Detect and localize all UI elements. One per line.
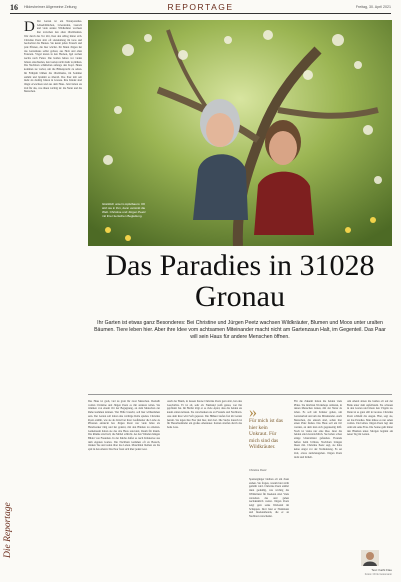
column-6-text: Am Abend sitzen die beiden oft auf der Bank unter dem Apfelbaum. Sie schauen in den Garten und hören den Vögeln zu. Dann ist es ganz still in Gronau. Christine Peetz schließt die Augen. Hier, sagt sie, sei das Paradies. Man müsse es nur sehen wollen. Und teilen. Jürgen Peetz legt den Arm um seine Frau. Die Sonne geht hinter den Bäumen unter. Morgen beginnt ein neuer Tag im Garten. — [347, 400, 393, 437]
column-4-text: Spaziergänger bleiben oft am Zaun stehen. Sie fragen, warum hier nicht gemäht wird. Christine Peetz erklärt dann geduldig, wie wichtig die Wildkräuter für Insekten sind. Viele verstehen das und gehen nachdenklich weiter. Jürgen Peetz zeigt gern seine Werkstatt im Schuppen. Dort baut er Nistkästen und Insektenhotels, die er an Nachbarn verschenkt. — [249, 478, 289, 519]
article-column-5 — [294, 400, 342, 578]
section-side-label: Die Reportage — [3, 502, 13, 558]
lead-paragraph: Ihr Garten ist etwas ganz Besonderes: Bei Christine und Jürgen Peetz wachsen Wildkräuter, Blumen und Moos unter uralten Bäumen. Tiere leben hier. Aber ihre Idee vom achtsamen Miteinander macht nicht am Gartenzaun Halt, im Gegenteil. Das Paar will sein Haus für andere Menschen öffnen. — [94, 320, 386, 340]
section-title: REPORTAGE — [167, 2, 234, 12]
photo-caption-text: Glücklich unterm Apfelbaum: Oft sitzt sie in ihm, dann versinkt die Welt. Christine und Jürgen Peetz mit ihrer tierischen Begleitung. — [102, 202, 146, 218]
article-column-3 — [167, 400, 242, 578]
headline: Das Paradies in 31028 Gronau — [105, 249, 375, 313]
photo-credit: Fotos: Chris Gossmann — [364, 573, 392, 576]
author-avatar — [361, 550, 379, 566]
quote-mark-icon: » — [249, 404, 257, 421]
article-column-2 — [88, 400, 160, 578]
issue-date: Freitag, 30. April 2021 — [355, 5, 391, 9]
column-1-text: Der Garten ist ein Naturparadies. Gänseblümchen, Löwenzahn, Giersch und viele andere Wildkräuter wachsen hier zwischen den alten Obstbäumen. Wer durch das Tor tritt, lässt den Alltag hinter sich. Christine Peetz sitzt oft stundenlang im Gras und beobachtet die Bienen. Sie kennt jeden Strauch und jede Pflanze, die hier wächst. Ihr Mann Jürgen hat das Gartenhaus selbst gebaut, aus Holz und alten Fenstern. Vögel nisten in den Hecken, Igel suchen nachts nach Futter. Die beiden haben vor vielen Jahren entschieden, den Garten nicht mehr zu mähen. Die Nachbarn schüttelten anfangs den Kopf. Heute kommen sie vorbei, um die Blütenpracht zu sehen. Im Frühjahr blühen die Obstbäume, im Sommer summt und brummt es überall. Das Paar lebt seit mehr als dreißig Jahren in Gronau. Ihre Kinder sind längst erwachsen und aus dem Haus. Jetzt haben sie Zeit für das, was ihnen wichtig ist: die Natur und die Menschen. — [24, 20, 82, 94]
newspaper-name: Hildesheimer Allgemeine Zeitung — [24, 5, 77, 9]
column-5-text: Für die Zukunft haben die beiden viele Pläne. Sie möchten Workshops anbieten, in denen Menschen lernen, mit der Natur zu leben. Es soll um Kräuter gehen, um Gartenarbeit und um das Miteinander. Auch Menschen, die einsam sind, sollen hier einen Platz finden. Das Haus soll ein Ort werden, an dem man sich gegenseitig hilft. Noch ist vieles nur eine Idee. Aber die beiden sind zuversichtlich. Sie haben schon einige Unterstützer gefunden. Freunde helfen beim Umbau, Nachbarn bringen Ideen mit. Christine Peetz sagt, sie habe keine Angst vor der Veränderung. Es sei Zeit, etwas zurückzugeben. Jürgen Peetz nickt und lächelt. — [294, 400, 342, 459]
lead-divider — [88, 394, 392, 395]
column-2-text: Das Haus ist groß, viel zu groß für zwei Menschen. Deshalb wollen Christine und Jürgen Peetz es mit anderen teilen. Sie träumen von einem Ort der Begegnung, an dem Menschen zur Ruhe kommen können. Wer Hilfe braucht, soll hier willkommen sein. Der Garten soll dabei eine wichtige Rolle spielen. Christine Peetz erzählt, wie sie als Kind bei ihrer Großmutter die Liebe zu Pflanzen entdeckt hat. Jürgen Peetz war viele Jahre als Handwerker tätig und hat gelernt, mit den Händen zu arbeiten. Gemeinsam haben sie das alte Haus renoviert, Raum für Raum. Die Räume sind hell, die Möbel schlicht. An den Wänden hängen Bilder von Freunden. In der Küche duftet es nach Kräutertee aus dem eigenen Garten. Die Nachbarn kommen oft zu Besuch, trinken Tee und reden über das Leben. Manchmal bleiben sie bis spät in den Abend. Das Paar freut sich über jeden Gast. — [88, 400, 160, 452]
header-rule — [10, 13, 391, 14]
pull-quote: Für mich ist das hier kein Unkraut. Für mich sind das Wildkräuter. — [249, 418, 283, 451]
photo-caption — [102, 203, 150, 231]
article-column-1 — [24, 20, 82, 550]
author-name: Text: Kathi Flau — [371, 568, 392, 572]
article-column-6 — [347, 400, 393, 546]
article-column-4 — [249, 478, 289, 578]
column-3-text: Auch der Baum, in dessen Krone Christine Peetz gern sitzt, hat eine Geschichte. Er ist alt, sehr alt. Niemand weiß genau, wer ihn gepflanzt hat. Im Herbst trägt er so viele Äpfel, dass die beiden sie kaum ernten können. Sie verschenken sie an Freunde und Nachbarn. Aus dem Rest wird Saft gepresst. Die Hühner laufen frei im Garten herum. Sie legen ihre Eier mal hier, mal dort. Die Suche danach ist für Besucherkinder ein großes Abenteuer. Katzen streifen durch das hohe Gras. — [167, 400, 242, 429]
drop-cap: D — [24, 20, 35, 35]
pull-quote-source: Christine Peetz — [249, 469, 267, 472]
page-number: 16 — [10, 3, 18, 12]
